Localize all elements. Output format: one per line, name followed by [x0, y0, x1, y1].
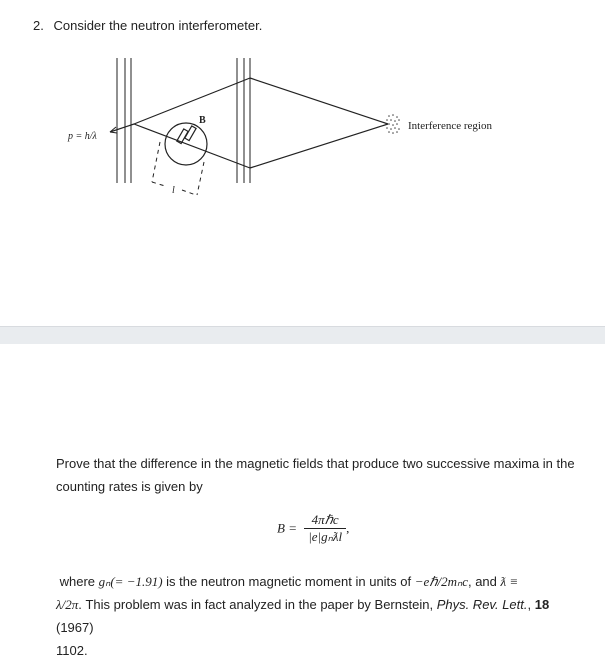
momentum-label: p = h/λ: [68, 131, 97, 142]
journal-name: Phys. Rev. Lett.: [436, 597, 528, 612]
question-text: Consider the neutron interferometer.: [53, 18, 263, 33]
b-label: B: [199, 115, 206, 126]
where-line-3: 1102.: [56, 643, 88, 658]
where-paragraph: [56, 570, 576, 662]
interference-dots: [386, 114, 400, 134]
region-label: Interference region: [408, 120, 492, 132]
formula-fraction: [304, 512, 346, 545]
interferometer-figure: [0, 50, 605, 250]
prove-paragraph: [56, 452, 576, 498]
gn-symbol: gₙ(= −1.91): [98, 574, 163, 589]
journal-volume: 18: [534, 597, 550, 612]
prove-line-1: Prove that the difference in the magnetic fields that produce two successive maxima in the: [56, 456, 575, 471]
question-number: 2.: [33, 18, 44, 33]
l-label: l: [172, 185, 175, 196]
where-line-1: where gₙ(= −1.91) is the neutron magnetic moment in units of −eℏ/2mₙc, and ƛ ≡: [59, 574, 519, 589]
formula-lhs: B =: [277, 520, 297, 536]
length-markers: [152, 142, 204, 195]
page-top: [0, 0, 605, 326]
formula: [277, 512, 349, 545]
question-line: [33, 18, 262, 33]
formula-numerator: 4πℏc: [304, 512, 346, 529]
page-separator: [0, 326, 605, 345]
prove-line-2: counting rates is given by: [56, 479, 203, 494]
formula-denominator: |e|gₙƛl: [308, 529, 343, 544]
formula-trail: ,: [346, 520, 350, 536]
lambda-bar: ƛ ≡: [500, 574, 519, 589]
unit-expression: −eℏ/2mₙc: [414, 574, 468, 589]
where-line-2: λ/2π. This problem was in fact analyzed in the paper by Bernstein, Phys. Rev. Lett., 18 (1967): [56, 597, 550, 635]
beam-paths: [110, 78, 388, 168]
